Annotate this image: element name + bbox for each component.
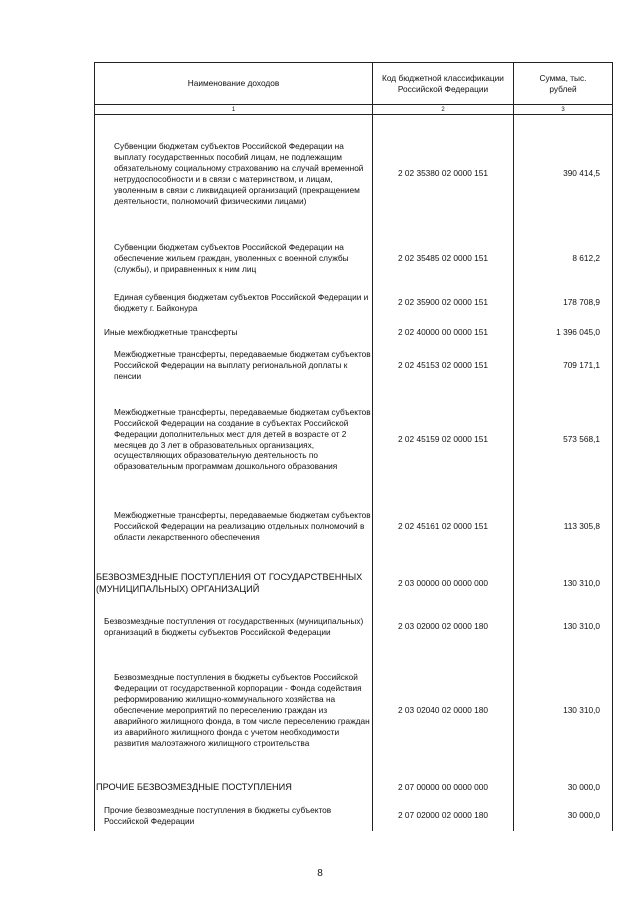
table-row [95, 493, 613, 561]
income-sum: 130 310,0 [514, 607, 613, 647]
income-name: Субвенции бюджетам субъектов Российской Федерации на выплату государственных пособий лицам, не подлежащим обязательному социальному страхованию на случай временной нетрудоспособности и в связи с материнством, и лицам, уволенным в связи с ликвидацией организаций (прекращением деятельности, полномочий физическими лицами) [95, 115, 373, 233]
header-budget-code: Код бюджетной классификации Российской Федерации [373, 63, 514, 105]
budget-code: 2 02 35900 02 0000 151 [373, 285, 514, 321]
table-row [95, 321, 613, 345]
income-name: Межбюджетные трансферты, передаваемые бюджетам субъектов Российской Федерации на выплату региональной доплаты к пенсии [95, 345, 373, 387]
table-row [95, 115, 613, 233]
budget-code: 2 03 00000 00 0000 000 [373, 561, 514, 607]
header-sum: Сумма, тыс. рублей [514, 63, 613, 105]
income-name: Межбюджетные трансферты, передаваемые бюджетам субъектов Российской Федерации на реализацию отдельных полномочий в области лекарственного обеспечения [95, 493, 373, 561]
table-row [95, 647, 613, 775]
income-name: Безвозмездные поступления в бюджеты субъектов Российской Федерации от государственной корпорации - Фонда содействия реформированию жилищно-коммунального хозяйства на обеспечение мероприятий по переселению граждан из аварийного жилищного фонда, в том числе переселению граждан из аварийного жилищного фонда с учетом необходимости развития малоэтажного жилищного строительства [95, 647, 373, 775]
income-sum: 390 414,5 [514, 115, 613, 233]
income-sum: 1 396 045,0 [514, 321, 613, 345]
table-row [95, 285, 613, 321]
budget-code: 2 03 02000 02 0000 180 [373, 607, 514, 647]
budget-code: 2 07 00000 00 0000 000 [373, 775, 514, 801]
income-name: Безвозмездные поступления от государственных (муниципальных) организаций в бюджеты субъектов Российской Федерации [95, 607, 373, 647]
budget-code: 2 02 45159 02 0000 151 [373, 387, 514, 493]
budget-code: 2 02 45161 02 0000 151 [373, 493, 514, 561]
budget-code: 2 02 35485 02 0000 151 [373, 233, 514, 285]
table-row [95, 775, 613, 801]
income-sum: 30 000,0 [514, 775, 613, 801]
table-row [95, 387, 613, 493]
column-number-2: 2 [373, 105, 514, 115]
table-row [95, 801, 613, 831]
income-name: ПРОЧИЕ БЕЗВОЗМЕЗДНЫЕ ПОСТУПЛЕНИЯ [95, 775, 373, 801]
income-sum: 130 310,0 [514, 561, 613, 607]
table-header-row [95, 63, 613, 105]
budget-code: 2 02 35380 02 0000 151 [373, 115, 514, 233]
income-sum: 113 305,8 [514, 493, 613, 561]
revenue-table [94, 62, 613, 831]
table-row [95, 607, 613, 647]
income-sum: 709 171,1 [514, 345, 613, 387]
budget-code: 2 07 02000 02 0000 180 [373, 801, 514, 831]
income-name: Субвенции бюджетам субъектов Российской Федерации на обеспечение жильем граждан, уволенных с военной службы (службы), и приравненных к ним лиц [95, 233, 373, 285]
income-sum: 178 708,9 [514, 285, 613, 321]
income-name: Межбюджетные трансферты, передаваемые бюджетам субъектов Российской Федерации на создание в субъектах Российской Федерации дополнительных мест для детей в возрасте от 2 месяцев до 3 лет в образовательных организациях, осуществляющих образовательную деятельность по образовательным программам дошкольного образования [95, 387, 373, 493]
column-number-3: 3 [514, 105, 613, 115]
header-income-name: Наименование доходов [95, 63, 373, 105]
income-sum: 30 000,0 [514, 801, 613, 831]
table-row [95, 345, 613, 387]
income-name: Единая субвенция бюджетам субъектов Российской Федерации и бюджету г. Байконура [95, 285, 373, 321]
column-number-row [95, 105, 613, 115]
column-number-1: 1 [95, 105, 373, 115]
budget-code: 2 02 45153 02 0000 151 [373, 345, 514, 387]
income-sum: 8 612,2 [514, 233, 613, 285]
income-name: Иные межбюджетные трансферты [95, 321, 373, 345]
table-row [95, 561, 613, 607]
page-number: 8 [317, 868, 323, 879]
income-sum: 130 310,0 [514, 647, 613, 775]
income-sum: 573 568,1 [514, 387, 613, 493]
income-name: БЕЗВОЗМЕЗДНЫЕ ПОСТУПЛЕНИЯ ОТ ГОСУДАРСТВЕННЫХ (МУНИЦИПАЛЬНЫХ) ОРГАНИЗАЦИЙ [95, 561, 373, 607]
income-name: Прочие безвозмездные поступления в бюджеты субъектов Российской Федерации [95, 801, 373, 831]
table-row [95, 233, 613, 285]
budget-code: 2 03 02040 02 0000 180 [373, 647, 514, 775]
budget-code: 2 02 40000 00 0000 151 [373, 321, 514, 345]
